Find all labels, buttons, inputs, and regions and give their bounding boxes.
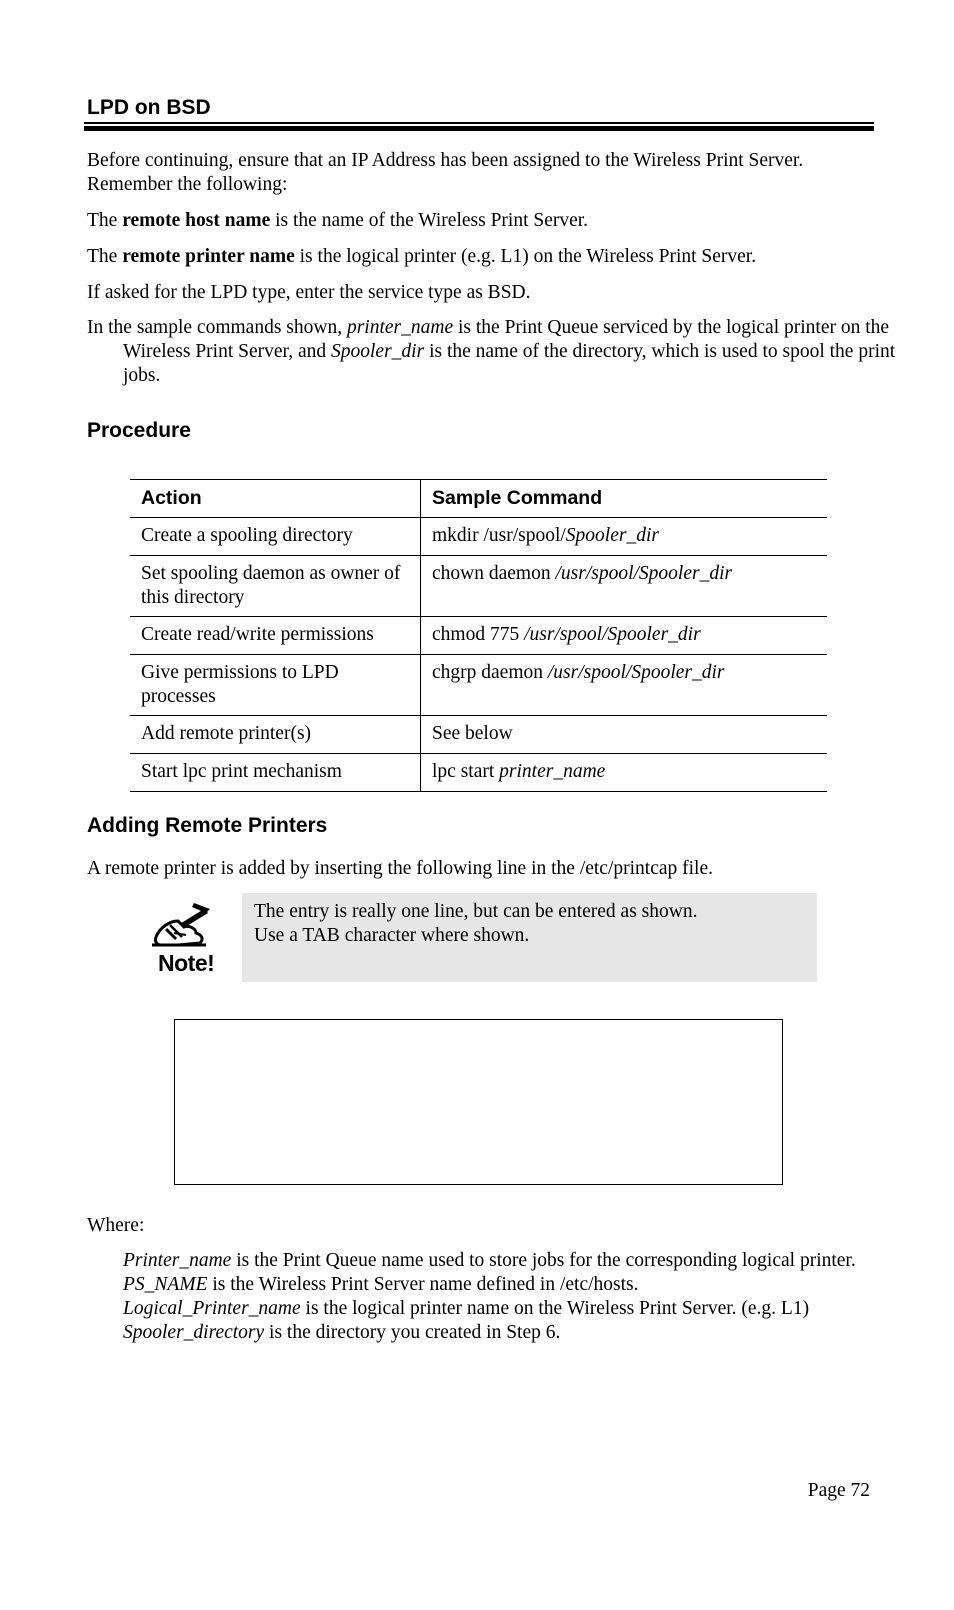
header-sample-command: Sample Command xyxy=(421,480,828,518)
command-cell xyxy=(421,518,828,556)
sample-term-printer-name: printer_name xyxy=(346,317,454,338)
action-cell: Create a spooling directory xyxy=(130,518,421,556)
table-header-row xyxy=(130,480,827,518)
command-cell xyxy=(421,754,828,792)
remote-printer-term: remote printer name xyxy=(122,246,295,267)
command-arg: Spooler_dir xyxy=(565,525,659,546)
note-label: Note! xyxy=(158,950,215,976)
action-cell: Start lpc print mechanism xyxy=(130,754,421,792)
table-row xyxy=(130,556,827,617)
command-arg: printer_name xyxy=(499,761,606,782)
table-row xyxy=(130,754,827,792)
note-icon xyxy=(148,899,224,979)
where-item xyxy=(123,1297,883,1321)
title-rule-thin xyxy=(84,122,874,124)
table-row xyxy=(130,518,827,556)
where-item xyxy=(123,1273,883,1297)
where-term: Logical_Printer_name xyxy=(123,1298,301,1319)
table-row xyxy=(130,716,827,754)
command-cell xyxy=(421,556,828,617)
remote-host-suffix: is the name of the Wireless Print Server. xyxy=(270,210,589,231)
intro-line2: Remember the following: xyxy=(87,174,288,195)
note-box xyxy=(242,893,817,982)
remote-printer-paragraph xyxy=(87,245,877,269)
sample-suffix: is the name of the directory, which is used to spool the print jobs. xyxy=(123,341,896,386)
title-rule-thick xyxy=(84,126,874,131)
command-text: lpc start xyxy=(432,761,500,782)
procedure-table xyxy=(130,479,827,792)
where-list xyxy=(123,1249,883,1345)
command-arg: /usr/spool/Spooler_dir xyxy=(555,563,733,584)
where-item xyxy=(123,1249,883,1273)
command-arg: /usr/spool/Spooler_dir xyxy=(524,624,701,645)
sample-mid: is the Print Queue serviced by the logical printer on the Wireless Print Server, and xyxy=(123,317,890,362)
command-text: chown daemon xyxy=(432,563,556,584)
remote-host-prefix: The xyxy=(87,210,123,231)
section-title: LPD on BSD xyxy=(87,96,211,119)
remote-printer-prefix: The xyxy=(87,246,123,267)
lpd-type-paragraph: If asked for the LPD type, enter the service type as BSD. xyxy=(87,282,531,303)
where-term: Spooler_directory xyxy=(123,1322,265,1343)
table-row xyxy=(130,655,827,716)
command-text: mkdir /usr/spool/ xyxy=(432,525,566,546)
where-term: Printer_name xyxy=(123,1250,232,1271)
sample-prefix: In the sample commands shown, xyxy=(87,317,347,338)
where-desc: is the logical printer name on the Wireless Print Server. (e.g. L1) xyxy=(300,1298,810,1319)
command-text: chgrp daemon xyxy=(432,662,548,683)
command-text: See below xyxy=(432,723,513,744)
remote-host-term: remote host name xyxy=(122,210,271,231)
action-cell: Create read/write permissions xyxy=(130,617,421,655)
where-term: PS_NAME xyxy=(123,1274,208,1295)
intro-line1: Before continuing, ensure that an IP Address has been assigned to the Wireless Print Server. xyxy=(87,150,804,171)
command-cell xyxy=(421,716,828,754)
command-text: chmod 775 xyxy=(432,624,525,645)
sample-term-spooler-dir: Spooler_dir xyxy=(331,341,425,362)
action-cell: Set spooling daemon as owner of this directory xyxy=(130,556,421,617)
where-desc: is the directory you created in Step 6. xyxy=(264,1322,561,1343)
printcap-entry-box xyxy=(174,1019,783,1185)
command-cell xyxy=(421,617,828,655)
procedure-heading: Procedure xyxy=(87,419,191,442)
where-item xyxy=(123,1321,883,1345)
adding-remote-printers-heading: Adding Remote Printers xyxy=(87,814,328,837)
note-text xyxy=(254,900,814,948)
table-row xyxy=(130,617,827,655)
page-number: Page 72 xyxy=(807,1480,870,1501)
action-cell: Give permissions to LPD processes xyxy=(130,655,421,716)
command-cell xyxy=(421,655,828,716)
where-desc: is the Print Queue name used to store jobs for the corresponding logical printer. xyxy=(231,1250,856,1271)
command-arg: /usr/spool/Spooler_dir xyxy=(547,662,725,683)
action-cell: Add remote printer(s) xyxy=(130,716,421,754)
where-desc: is the Wireless Print Server name defined in /etc/hosts. xyxy=(207,1274,639,1295)
where-label: Where: xyxy=(87,1215,145,1236)
header-action: Action xyxy=(130,480,421,518)
note-line1: The entry is really one line, but can be entered as shown. xyxy=(254,901,698,922)
remote-host-paragraph xyxy=(87,209,877,233)
intro-paragraph xyxy=(87,149,877,197)
note-line2: Use a TAB character where shown. xyxy=(254,925,530,946)
sample-commands-paragraph xyxy=(87,316,906,388)
adding-intro: A remote printer is added by inserting the following line in the /etc/printcap file. xyxy=(87,858,713,879)
remote-printer-suffix: is the logical printer (e.g. L1) on the Wireless Print Server. xyxy=(294,246,757,267)
